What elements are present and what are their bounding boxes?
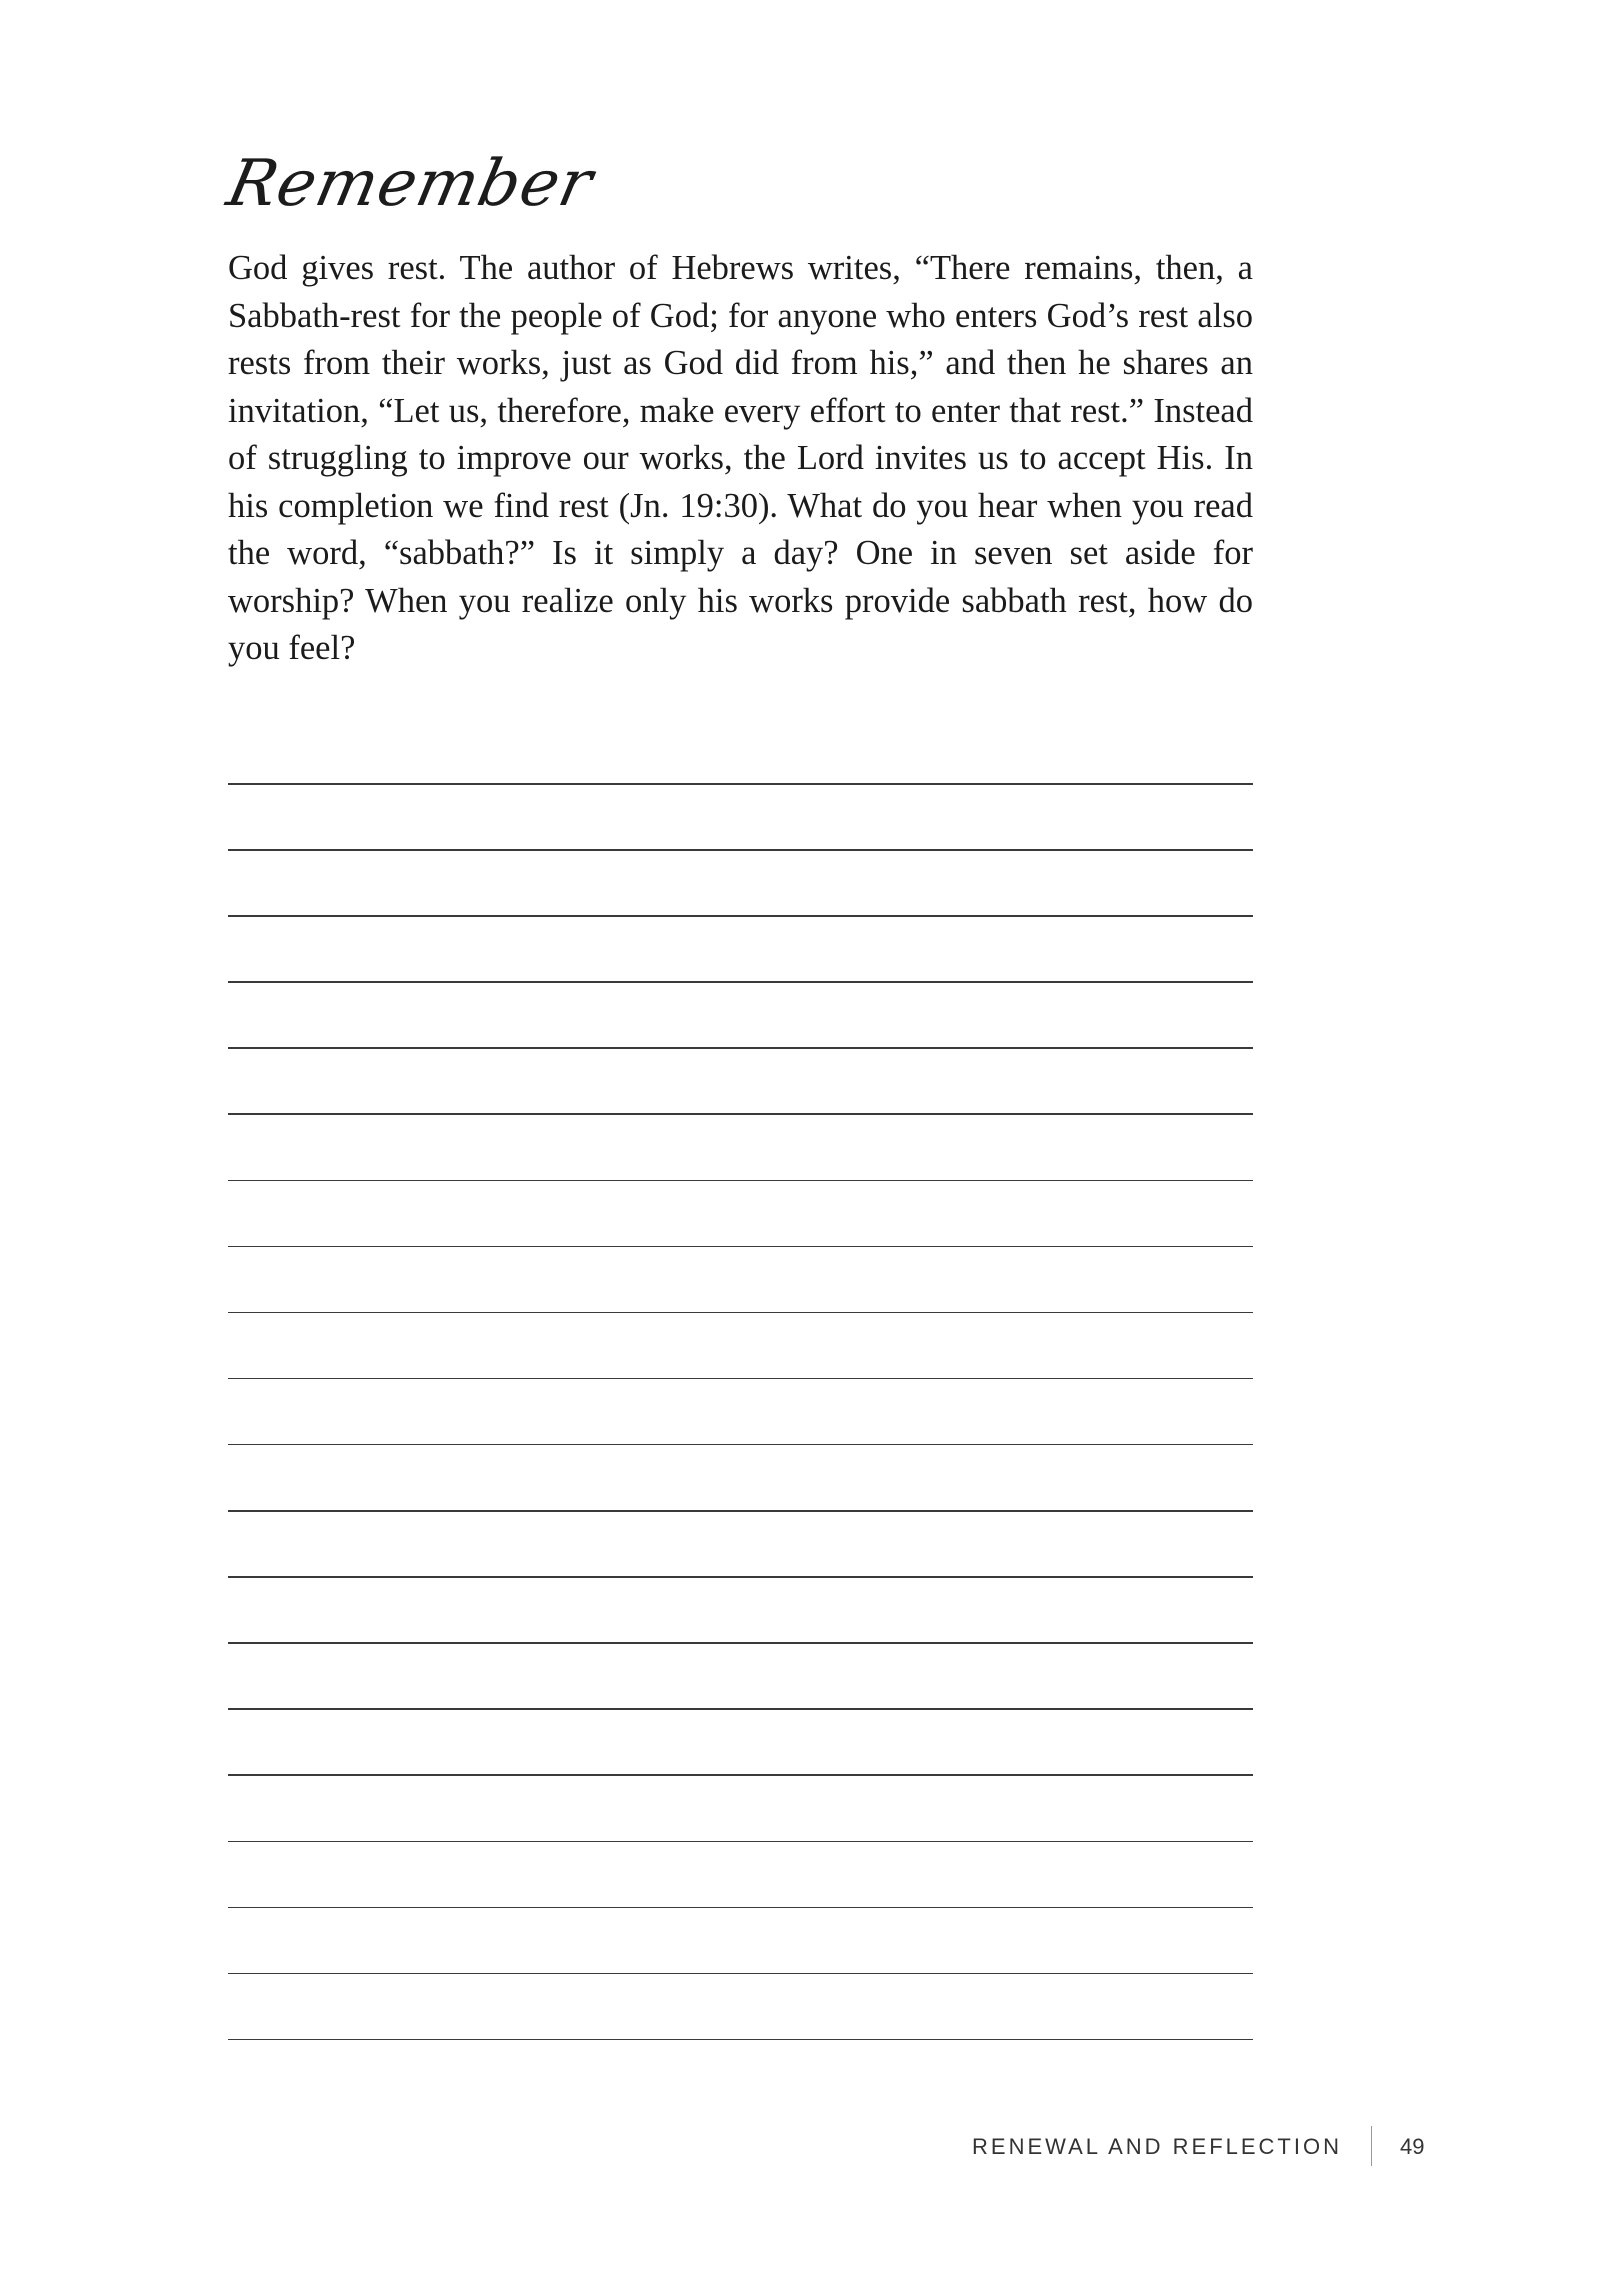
writing-line [228, 1708, 1253, 1710]
writing-line [228, 1510, 1253, 1512]
writing-line [228, 1576, 1253, 1578]
page-number: 49 [1400, 2134, 1425, 2159]
writing-line [228, 783, 1253, 785]
writing-line [228, 1774, 1253, 1776]
page-footer [0, 2126, 1600, 2166]
writing-line [228, 1180, 1253, 1182]
writing-line [228, 1841, 1253, 1843]
writing-line [228, 915, 1253, 917]
writing-line [228, 1973, 1253, 1975]
writing-line [228, 1642, 1253, 1644]
body-paragraph: God gives rest. The author of Hebrews writes, “There remains, then, a Sabbath-rest for the people of God; for anyone who enters God’s rest also rests from their works, just as God did from his,” and then he shares an invitation, “Let us, therefore, make every effort to enter that rest.” Instead of struggling to improve our works, the Lord invites us to accept His. In his completion we find rest (Jn. 19:30). What do you hear when you read the word, “sabbath?” Is it simply a day? One in seven set aside for worship? When you realize only his works provide sabbath rest, how do you feel? [228, 249, 1253, 667]
writing-line [228, 1907, 1253, 1909]
writing-line [228, 981, 1253, 983]
writing-line [228, 1113, 1253, 1115]
footer-title: RENEWAL AND REFLECTION [972, 2134, 1342, 2159]
writing-line [228, 849, 1253, 851]
writing-line [228, 1312, 1253, 1314]
writing-line [228, 1246, 1253, 1248]
writing-line [228, 1047, 1253, 1049]
footer-divider [1371, 2126, 1372, 2166]
writing-line [228, 1444, 1253, 1446]
section-heading: Remember [220, 147, 600, 221]
writing-lines [228, 783, 1253, 2105]
writing-line [228, 1378, 1253, 1380]
writing-line [228, 2039, 1253, 2041]
